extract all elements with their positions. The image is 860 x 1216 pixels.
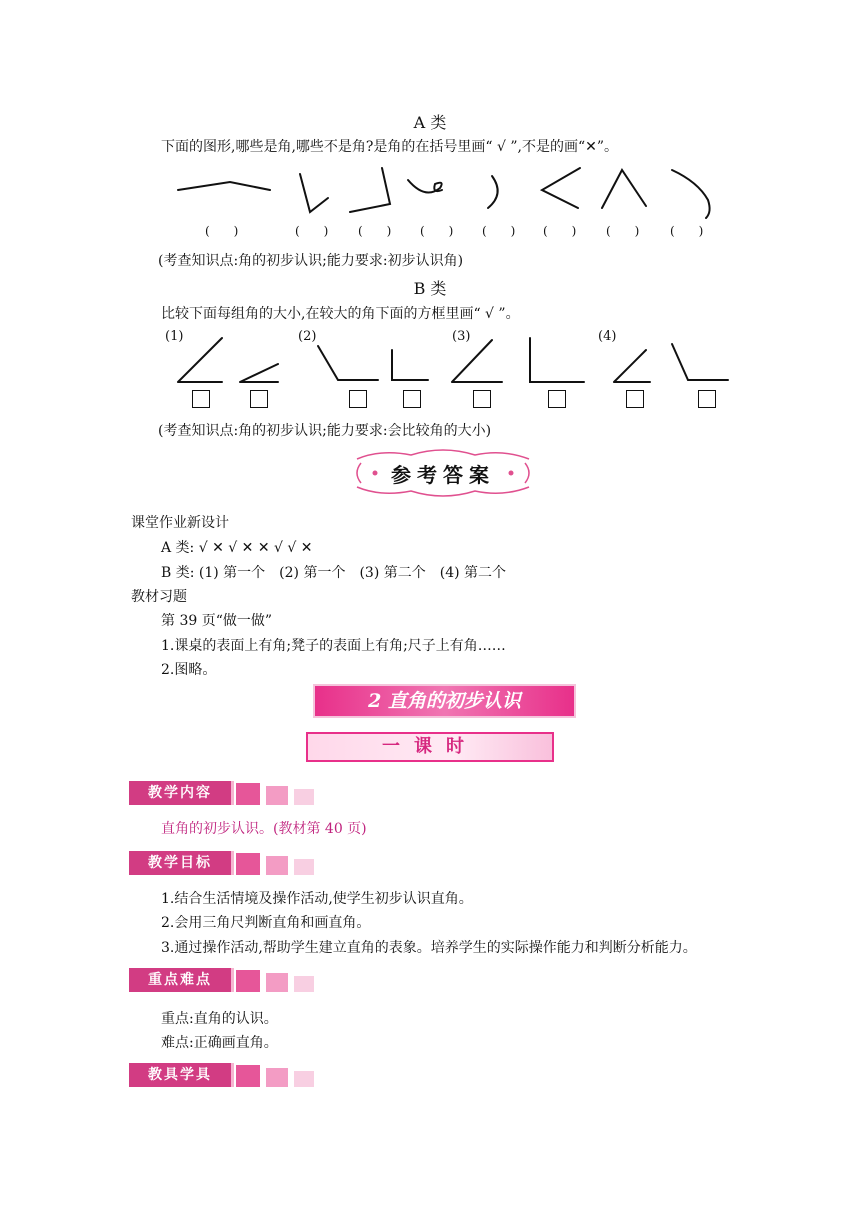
answer-paren-1[interactable]: ( ) — [205, 224, 239, 238]
decor-square — [294, 789, 314, 805]
decor-square — [266, 1068, 288, 1087]
group-label-3: (3) — [452, 329, 471, 344]
figure-5 — [488, 176, 498, 208]
group-label-2: (2) — [298, 329, 317, 344]
content-label: 教学内容 — [129, 781, 234, 805]
angle-4b — [672, 344, 728, 380]
figure-2 — [300, 174, 328, 212]
figure-7 — [602, 170, 646, 208]
angle-1a — [178, 338, 222, 382]
chapter-title: 2 直角的初步认识 — [313, 684, 576, 718]
answers-item-1: 1.课桌的表面上有角;凳子的表面上有角;尺子上有角…… — [161, 638, 506, 654]
answer-paren-4[interactable]: ( ) — [420, 224, 454, 238]
answers-banner — [351, 447, 535, 499]
figure-8 — [672, 170, 710, 218]
answer-paren-3[interactable]: ( ) — [358, 224, 392, 238]
lesson-count: 一课时 — [306, 732, 554, 762]
answer-paren-2[interactable]: ( ) — [295, 224, 329, 238]
section-a-instruction: 下面的图形,哪些是角,哪些不是角?是角的在括号里画“ √ ”,不是的画“✕”。 — [161, 139, 619, 155]
answers-page-ref: 第 39 页“做一做” — [161, 613, 273, 629]
answers-b-line: B 类: (1) 第一个 (2) 第一个 (3) 第二个 (4) 第二个 — [161, 565, 507, 581]
key-point: 重点:直角的认识。 — [161, 1011, 278, 1027]
compare-box-4b[interactable] — [698, 390, 716, 408]
figure-6 — [542, 168, 580, 208]
decor-square — [266, 856, 288, 875]
decor-square — [266, 786, 288, 805]
decor-square — [236, 853, 260, 875]
compare-box-1a[interactable] — [192, 390, 210, 408]
angle-4a — [614, 350, 650, 382]
figure-3 — [350, 168, 390, 212]
angle-3b — [530, 338, 584, 382]
section-b-instruction: 比较下面每组角的大小,在较大的角下面的方框里画“ √ ”。 — [161, 306, 520, 322]
answer-paren-5[interactable]: ( ) — [482, 224, 516, 238]
compare-box-2a[interactable] — [349, 390, 367, 408]
section-a-note: (考查知识点:角的初步认识;能力要求:初步认识角) — [158, 253, 464, 269]
answers-a-line: A 类: √ ✕ √ ✕ ✕ √ √ ✕ — [161, 540, 313, 556]
answers-banner-title: 参考答案 — [391, 463, 495, 487]
group-label-1: (1) — [165, 329, 184, 344]
compare-box-3a[interactable] — [473, 390, 491, 408]
answer-paren-6[interactable]: ( ) — [543, 224, 577, 238]
answers-heading-textbook: 教材习题 — [131, 589, 187, 605]
decor-square — [236, 783, 260, 805]
compare-box-3b[interactable] — [548, 390, 566, 408]
decor-square — [236, 1065, 260, 1087]
content-text: 直角的初步认识。(教材第 40 页) — [161, 821, 367, 837]
answer-paren-8[interactable]: ( ) — [670, 224, 704, 238]
angle-1b — [240, 364, 278, 382]
goal-item-2: 2.会用三角尺判断直角和画直角。 — [161, 915, 371, 931]
answers-heading-classwork: 课堂作业新设计 — [131, 515, 229, 531]
section-b-title: B 类 — [413, 279, 447, 298]
answer-paren-7[interactable]: ( ) — [606, 224, 640, 238]
decor-square — [266, 973, 288, 992]
angle-2a — [318, 346, 378, 380]
group-label-4: (4) — [598, 329, 617, 344]
decor-square — [294, 859, 314, 875]
goals-label: 教学目标 — [129, 851, 234, 875]
tools-label: 教具学具 — [129, 1063, 234, 1087]
goal-item-3: 3.通过操作活动,帮助学生建立直角的表象。培养学生的实际操作能力和判断分析能力。 — [161, 940, 697, 956]
section-a-title: A 类 — [413, 113, 447, 132]
decor-square — [294, 976, 314, 992]
figure-4 — [408, 180, 442, 193]
answers-item-2: 2.图略。 — [161, 662, 217, 678]
compare-box-4a[interactable] — [626, 390, 644, 408]
section-a-figures — [170, 160, 730, 220]
angle-2b — [392, 350, 428, 380]
compare-box-2b[interactable] — [403, 390, 421, 408]
decor-square — [294, 1071, 314, 1087]
compare-box-1b[interactable] — [250, 390, 268, 408]
section-b-note: (考查知识点:角的初步认识;能力要求:会比较角的大小) — [158, 423, 492, 439]
difficult-point: 难点:正确画直角。 — [161, 1035, 278, 1051]
angle-3a — [452, 340, 502, 382]
figure-1 — [178, 182, 270, 190]
goal-item-1: 1.结合生活情境及操作活动,使学生初步认识直角。 — [161, 891, 473, 907]
keypoints-label: 重点难点 — [129, 968, 234, 992]
decor-square — [236, 970, 260, 992]
section-b-angles — [170, 330, 740, 390]
